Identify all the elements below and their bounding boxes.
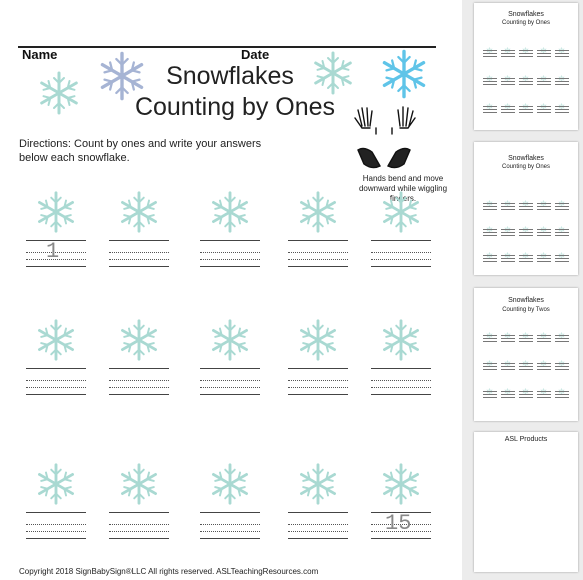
mini-line xyxy=(483,397,497,398)
dotted-line xyxy=(200,259,260,260)
mini-line xyxy=(555,258,569,259)
mini-line xyxy=(537,112,551,113)
answer-cell xyxy=(105,190,173,234)
mini-snowflake-icon xyxy=(558,69,564,75)
dotted-line xyxy=(109,252,169,253)
mini-line xyxy=(555,235,569,236)
mini-line xyxy=(501,78,515,79)
mini-snowflake-icon xyxy=(486,354,492,360)
mini-snowflake-icon xyxy=(540,246,546,252)
mini-line xyxy=(519,53,533,54)
mini-snowflake-icon xyxy=(558,41,564,47)
solid-line xyxy=(109,240,169,241)
mini-line xyxy=(483,206,497,207)
mini-line xyxy=(501,112,515,113)
answer-cell xyxy=(196,462,264,506)
mini-line xyxy=(501,261,515,262)
solid-line xyxy=(200,266,260,267)
mini-snowflake-icon xyxy=(504,220,510,226)
mini-line xyxy=(555,112,569,113)
mini-line xyxy=(483,335,497,336)
mini-line xyxy=(537,258,551,259)
mini-snowflake-icon xyxy=(486,97,492,103)
mini-line xyxy=(555,369,569,370)
dotted-line xyxy=(200,524,260,525)
mini-line xyxy=(519,366,533,367)
answer-cell xyxy=(196,190,264,234)
solid-line xyxy=(26,394,86,395)
mini-line xyxy=(501,206,515,207)
snowflake-icon xyxy=(379,462,423,506)
dotted-line xyxy=(26,387,86,388)
mini-snowflake-icon xyxy=(486,194,492,200)
thumbnail-page-2[interactable] xyxy=(474,142,578,275)
mini-line xyxy=(555,341,569,342)
mini-line xyxy=(519,229,533,230)
solid-line xyxy=(109,394,169,395)
mini-line xyxy=(483,338,497,339)
mini-line xyxy=(501,203,515,204)
worksheet-subtitle: Counting by Ones xyxy=(134,93,336,121)
mini-line xyxy=(501,255,515,256)
mini-line xyxy=(519,56,533,57)
mini-line xyxy=(519,209,533,210)
dotted-line xyxy=(371,252,431,253)
mini-line xyxy=(483,84,497,85)
mini-line xyxy=(537,394,551,395)
mini-line xyxy=(555,109,569,110)
mini-line xyxy=(519,258,533,259)
snowflake-icon xyxy=(378,48,430,100)
mini-line xyxy=(483,78,497,79)
mini-snowflake-icon xyxy=(558,220,564,226)
solid-line xyxy=(288,538,348,539)
mini-line xyxy=(519,255,533,256)
mini-snowflake-icon xyxy=(522,69,528,75)
snowflake-icon xyxy=(117,190,161,234)
mini-snowflake-icon xyxy=(504,69,510,75)
mini-line xyxy=(519,206,533,207)
mini-snowflake-icon xyxy=(522,354,528,360)
mini-line xyxy=(537,203,551,204)
thumbnail-page-1[interactable] xyxy=(474,3,578,130)
mini-snowflake-icon xyxy=(540,69,546,75)
mini-snowflake-icon xyxy=(486,246,492,252)
mini-line xyxy=(555,338,569,339)
mini-line xyxy=(483,109,497,110)
solid-line xyxy=(288,240,348,241)
mini-snowflake-icon xyxy=(486,220,492,226)
mini-line xyxy=(501,50,515,51)
solid-line xyxy=(26,368,86,369)
mini-line xyxy=(501,335,515,336)
solid-line xyxy=(371,368,431,369)
snowflake-icon xyxy=(208,462,252,506)
mini-line xyxy=(537,335,551,336)
snowflake-icon xyxy=(296,318,340,362)
mini-line xyxy=(483,50,497,51)
solid-line xyxy=(26,266,86,267)
answer-cell xyxy=(22,190,90,264)
answer-cell xyxy=(367,462,435,536)
mini-snowflake-icon xyxy=(522,41,528,47)
mini-snowflake-icon xyxy=(504,41,510,47)
mini-snowflake-icon xyxy=(522,326,528,332)
mini-snowflake-icon xyxy=(558,326,564,332)
mini-line xyxy=(537,397,551,398)
thumbnail-title: Snowflakes xyxy=(508,297,544,304)
header-rule xyxy=(18,46,436,48)
solid-line xyxy=(371,240,431,241)
mini-line xyxy=(555,56,569,57)
mini-snowflake-icon xyxy=(522,220,528,226)
mini-line xyxy=(537,78,551,79)
mini-line xyxy=(501,109,515,110)
mini-line xyxy=(555,106,569,107)
answer-cell xyxy=(22,462,90,506)
mini-snowflake-icon xyxy=(504,326,510,332)
mini-line xyxy=(483,363,497,364)
dotted-line xyxy=(109,380,169,381)
mini-line xyxy=(501,56,515,57)
mini-line xyxy=(519,391,533,392)
thumbnail-title: Snowflakes xyxy=(508,155,544,162)
thumbnail-subtitle: Counting by Ones xyxy=(501,164,551,170)
mini-snowflake-icon xyxy=(540,382,546,388)
dotted-line xyxy=(26,531,86,532)
solid-line xyxy=(288,512,348,513)
mini-line xyxy=(555,78,569,79)
solid-line xyxy=(200,538,260,539)
mini-line xyxy=(501,258,515,259)
mini-line xyxy=(537,106,551,107)
mini-line xyxy=(537,369,551,370)
mini-line xyxy=(555,84,569,85)
dotted-line xyxy=(26,380,86,381)
mini-line xyxy=(519,50,533,51)
mini-line xyxy=(483,209,497,210)
mini-line xyxy=(537,363,551,364)
dotted-line xyxy=(200,387,260,388)
mini-line xyxy=(483,53,497,54)
mini-line xyxy=(519,394,533,395)
snowflake-icon xyxy=(208,190,252,234)
dotted-line xyxy=(371,380,431,381)
mini-line xyxy=(537,81,551,82)
mini-line xyxy=(501,363,515,364)
mini-snowflake-icon xyxy=(522,194,528,200)
mini-line xyxy=(555,397,569,398)
solid-line xyxy=(200,394,260,395)
mini-line xyxy=(519,112,533,113)
mini-line xyxy=(483,366,497,367)
mini-snowflake-icon xyxy=(504,194,510,200)
trace-number: 1 xyxy=(46,239,60,264)
mini-line xyxy=(519,78,533,79)
thumbnail-page-4[interactable] xyxy=(474,432,578,572)
mini-line xyxy=(519,109,533,110)
footer-copyright: Copyright 2018 SignBabySign®LLC All rights reserved. ASLTeachingResources.com xyxy=(19,567,319,576)
solid-line xyxy=(288,394,348,395)
mini-line xyxy=(483,203,497,204)
mini-snowflake-icon xyxy=(486,326,492,332)
dotted-line xyxy=(200,252,260,253)
dotted-line xyxy=(288,387,348,388)
mini-line xyxy=(483,391,497,392)
mini-line xyxy=(483,112,497,113)
mini-snowflake-icon xyxy=(486,41,492,47)
solid-line xyxy=(371,266,431,267)
mini-line xyxy=(483,255,497,256)
mini-snowflake-icon xyxy=(540,97,546,103)
dotted-line xyxy=(288,531,348,532)
mini-snowflake-icon xyxy=(486,69,492,75)
solid-line xyxy=(26,512,86,513)
mini-line xyxy=(537,53,551,54)
mini-line xyxy=(483,258,497,259)
mini-line xyxy=(483,261,497,262)
sign-caption: Hands bend and move downward while wiggling fingers. xyxy=(358,174,448,203)
dotted-line xyxy=(109,531,169,532)
mini-snowflake-icon xyxy=(558,97,564,103)
answer-cell xyxy=(284,318,352,362)
mini-line xyxy=(519,106,533,107)
mini-line xyxy=(537,366,551,367)
mini-line xyxy=(483,229,497,230)
thumbnail-page-3[interactable] xyxy=(474,288,578,421)
mini-line xyxy=(519,335,533,336)
mini-line xyxy=(501,235,515,236)
mini-line xyxy=(519,363,533,364)
mini-line xyxy=(537,84,551,85)
solid-line xyxy=(200,368,260,369)
answer-cell xyxy=(22,318,90,362)
snowflake-icon xyxy=(379,318,423,362)
dotted-line xyxy=(371,259,431,260)
mini-line xyxy=(537,235,551,236)
solid-line xyxy=(26,538,86,539)
mini-line xyxy=(519,235,533,236)
answer-cell xyxy=(196,318,264,362)
mini-line xyxy=(501,391,515,392)
mini-line xyxy=(537,209,551,210)
asl-hands-icon xyxy=(352,102,418,136)
answer-cell xyxy=(105,462,173,506)
dotted-line xyxy=(288,259,348,260)
mini-snowflake-icon xyxy=(540,220,546,226)
mini-line xyxy=(483,56,497,57)
mini-line xyxy=(501,394,515,395)
solid-line xyxy=(109,266,169,267)
mini-line xyxy=(501,53,515,54)
snowflake-icon xyxy=(36,70,82,116)
mini-snowflake-icon xyxy=(504,97,510,103)
mini-line xyxy=(555,206,569,207)
mini-line xyxy=(537,255,551,256)
mini-snowflake-icon xyxy=(558,354,564,360)
snowflake-icon xyxy=(296,462,340,506)
mini-line xyxy=(483,235,497,236)
dotted-line xyxy=(109,524,169,525)
snowflake-icon xyxy=(208,318,252,362)
mini-line xyxy=(501,84,515,85)
dotted-line xyxy=(371,387,431,388)
solid-line xyxy=(371,394,431,395)
mini-line xyxy=(501,232,515,233)
mini-line xyxy=(555,50,569,51)
mini-line xyxy=(519,338,533,339)
mini-snowflake-icon xyxy=(540,41,546,47)
mini-line xyxy=(555,229,569,230)
mini-line xyxy=(537,341,551,342)
mini-line xyxy=(555,232,569,233)
mini-snowflake-icon xyxy=(504,354,510,360)
mini-snowflake-icon xyxy=(558,246,564,252)
worksheet-title: Snowflakes xyxy=(166,62,294,90)
mini-line xyxy=(519,232,533,233)
asl-hands-icon xyxy=(354,140,414,172)
snowflake-icon xyxy=(34,190,78,234)
mini-snowflake-icon xyxy=(522,97,528,103)
mini-line xyxy=(501,369,515,370)
dotted-line xyxy=(200,531,260,532)
thumbnail-subtitle: Counting by Ones xyxy=(501,20,551,26)
dotted-line xyxy=(109,259,169,260)
mini-line xyxy=(537,261,551,262)
snowflake-icon xyxy=(379,190,423,234)
mini-line xyxy=(537,56,551,57)
mini-snowflake-icon xyxy=(558,382,564,388)
mini-snowflake-icon xyxy=(522,246,528,252)
mini-line xyxy=(519,261,533,262)
mini-line xyxy=(501,397,515,398)
mini-line xyxy=(483,81,497,82)
mini-snowflake-icon xyxy=(504,246,510,252)
mini-line xyxy=(555,261,569,262)
dotted-line xyxy=(109,387,169,388)
answer-cell xyxy=(105,318,173,362)
solid-line xyxy=(371,538,431,539)
mini-line xyxy=(537,109,551,110)
mini-line xyxy=(555,53,569,54)
solid-line xyxy=(109,538,169,539)
mini-line xyxy=(555,335,569,336)
dotted-line xyxy=(288,524,348,525)
dotted-line xyxy=(26,524,86,525)
dotted-line xyxy=(200,380,260,381)
mini-line xyxy=(483,369,497,370)
solid-line xyxy=(288,368,348,369)
solid-line xyxy=(200,240,260,241)
answer-cell xyxy=(367,318,435,362)
mini-line xyxy=(501,81,515,82)
thumbnail-title: ASL Products xyxy=(504,436,548,443)
mini-line xyxy=(501,229,515,230)
date-label: Date xyxy=(241,47,270,62)
snowflake-icon xyxy=(117,462,161,506)
mini-line xyxy=(501,341,515,342)
mini-line xyxy=(519,203,533,204)
snowflake-icon xyxy=(34,462,78,506)
mini-line xyxy=(483,394,497,395)
solid-line xyxy=(109,512,169,513)
mini-line xyxy=(537,338,551,339)
snowflake-icon xyxy=(117,318,161,362)
mini-line xyxy=(537,229,551,230)
mini-line xyxy=(519,369,533,370)
snowflake-icon xyxy=(296,190,340,234)
mini-line xyxy=(519,397,533,398)
mini-snowflake-icon xyxy=(540,326,546,332)
mini-line xyxy=(519,341,533,342)
mini-snowflake-icon xyxy=(540,194,546,200)
mini-line xyxy=(519,84,533,85)
mini-line xyxy=(519,81,533,82)
mini-line xyxy=(555,209,569,210)
mini-snowflake-icon xyxy=(522,382,528,388)
mini-line xyxy=(537,232,551,233)
solid-line xyxy=(288,266,348,267)
answer-cell xyxy=(367,190,435,234)
dotted-line xyxy=(288,252,348,253)
mini-line xyxy=(555,391,569,392)
name-label: Name xyxy=(22,47,58,62)
mini-line xyxy=(483,106,497,107)
mini-snowflake-icon xyxy=(558,194,564,200)
mini-line xyxy=(537,50,551,51)
snowflake-icon xyxy=(34,318,78,362)
mini-line xyxy=(501,366,515,367)
dotted-line xyxy=(288,380,348,381)
mini-snowflake-icon xyxy=(540,354,546,360)
mini-line xyxy=(555,81,569,82)
mini-line xyxy=(555,363,569,364)
mini-line xyxy=(555,394,569,395)
answer-cell xyxy=(284,190,352,234)
mini-line xyxy=(501,106,515,107)
mini-line xyxy=(501,209,515,210)
mini-line xyxy=(555,203,569,204)
mini-snowflake-icon xyxy=(504,382,510,388)
trace-number: 15 xyxy=(385,511,412,536)
mini-line xyxy=(555,366,569,367)
mini-line xyxy=(537,206,551,207)
mini-line xyxy=(483,232,497,233)
answer-cell xyxy=(284,462,352,506)
solid-line xyxy=(200,512,260,513)
mini-line xyxy=(555,255,569,256)
thumbnail-subtitle: Counting by Twos xyxy=(502,307,550,313)
mini-line xyxy=(483,341,497,342)
directions-text: Directions: Count by ones and write your answers below each snowflake. xyxy=(19,138,262,164)
solid-line xyxy=(109,368,169,369)
mini-snowflake-icon xyxy=(486,382,492,388)
thumbnail-title: Snowflakes xyxy=(508,11,544,18)
mini-line xyxy=(501,338,515,339)
mini-line xyxy=(537,391,551,392)
